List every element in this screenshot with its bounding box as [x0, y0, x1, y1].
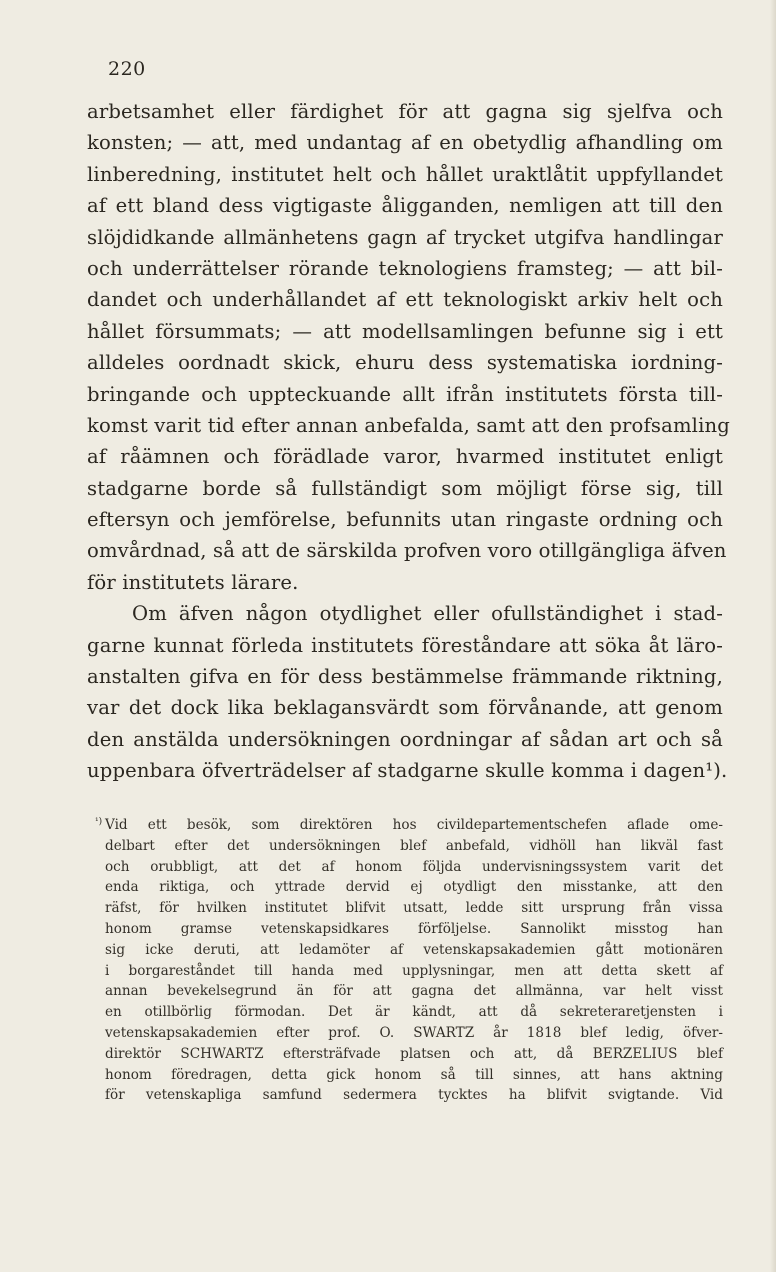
main-text-block [87, 96, 730, 787]
text-line: konsten; — att, med undantag af en obetydlig afhandling om [87, 131, 723, 155]
text-line: den anstälda undersökningen oordningar af sådan art och så [87, 727, 723, 751]
footnote-line: i borgareståndet till handa med upplysningar, men att detta skett af [105, 962, 723, 979]
text-line: komst varit tid efter annan anbefalda, samt att den profsamling [87, 413, 730, 437]
footnote-line: för vetenskapliga samfund sedermera tycktes ha blifvit svigtande. Vid [105, 1087, 723, 1104]
footnote-line: honom föredragen, detta gick honom så till sinnes, att hans aktning [105, 1066, 723, 1083]
text-line: var det dock lika beklagansvärdt som förvånande, att genom [87, 696, 723, 720]
footnote-line: delbart efter det undersökningen blef anbefald, vidhöll han likväl fast [105, 837, 723, 854]
footnote-block [95, 815, 723, 1106]
text-line: af ett bland dess vigtigaste åligganden, nemligen att till den [87, 194, 723, 218]
text-line: eftersyn och jemförelse, befunnits utan ringaste ordning och [87, 508, 723, 532]
footnote-line: sig icke deruti, att ledamöter af vetenskapsakademien gått motionären [105, 941, 723, 958]
text-line: slöjdidkande allmänhetens gagn af trycket utgifva handlingar [87, 225, 723, 249]
text-line: linberedning, institutet helt och hållet uraktlåtit uppfyllandet [87, 162, 723, 186]
page-edge-shadow [770, 0, 776, 1272]
footnote-marker: ¹) [95, 817, 103, 827]
text-line: uppenbara öfverträdelser af stadgarne skulle komma i dagen¹). [87, 759, 728, 783]
text-line: Om äfven någon otydlighet eller ofullständighet i stad- [132, 602, 723, 626]
footnote-line: vetenskapsakademien efter prof. O. SWARTZ år 1818 blef ledig, öfver- [105, 1024, 723, 1041]
text-line: af råämnen och förädlade varor, hvarmed institutet enligt [87, 445, 723, 469]
text-line: arbetsamhet eller färdighet för att gagna sig sjelfva och [87, 100, 723, 123]
text-line: bringande och uppteckuande allt ifrån institutets första till- [87, 382, 723, 406]
text-line: för institutets lärare. [87, 570, 299, 594]
footnote-line: och orubbligt, att det af honom följda undervisningssystem varit det [105, 858, 723, 875]
text-line: stadgarne borde så fullständigt som möjligt förse sig, till [87, 476, 723, 500]
footnote-line: Vid ett besök, som direktören hos civildepartementschefen aflade ome- [105, 817, 723, 833]
footnote-line: en otillbörlig förmodan. Det är kändt, att då sekreteraretjensten i [105, 1004, 723, 1021]
text-line: garne kunnat förleda institutets föreståndare att söka åt läro- [87, 633, 723, 657]
footnote-line: honom gramse vetenskapsidkares förföljelse. Sannolikt misstog han [105, 920, 723, 937]
text-line: anstalten gifva en för dess bestämmelse främmande riktning, [87, 665, 723, 689]
footnote-line: räfst, för hvilken institutet blifvit utsatt, ledde sitt ursprung från vissa [105, 900, 723, 917]
footnote-line: direktör SCHWARTZ eftersträfvade platsen och att, då BERZELIUS blef [105, 1045, 723, 1062]
page-number: 220 [108, 58, 146, 80]
footnote-line: annan bevekelsegrund än för att gagna det allmänna, var helt visst [105, 983, 723, 1000]
text-line: alldeles oordnadt skick, ehuru dess systematiska iordning- [87, 351, 723, 375]
text-line: omvårdnad, så att de särskilda profven voro otillgängliga äfven [87, 539, 727, 563]
text-line: hållet försummats; — att modellsamlingen befunne sig i ett [87, 319, 723, 343]
footnote-line: enda riktiga, och yttrade dervid ej otydligt den misstanke, att den [105, 879, 723, 896]
text-line: dandet och underhållandet af ett teknologiskt arkiv helt och [87, 288, 723, 312]
text-line: och underrättelser rörande teknologiens framsteg; — att bil- [87, 256, 723, 280]
